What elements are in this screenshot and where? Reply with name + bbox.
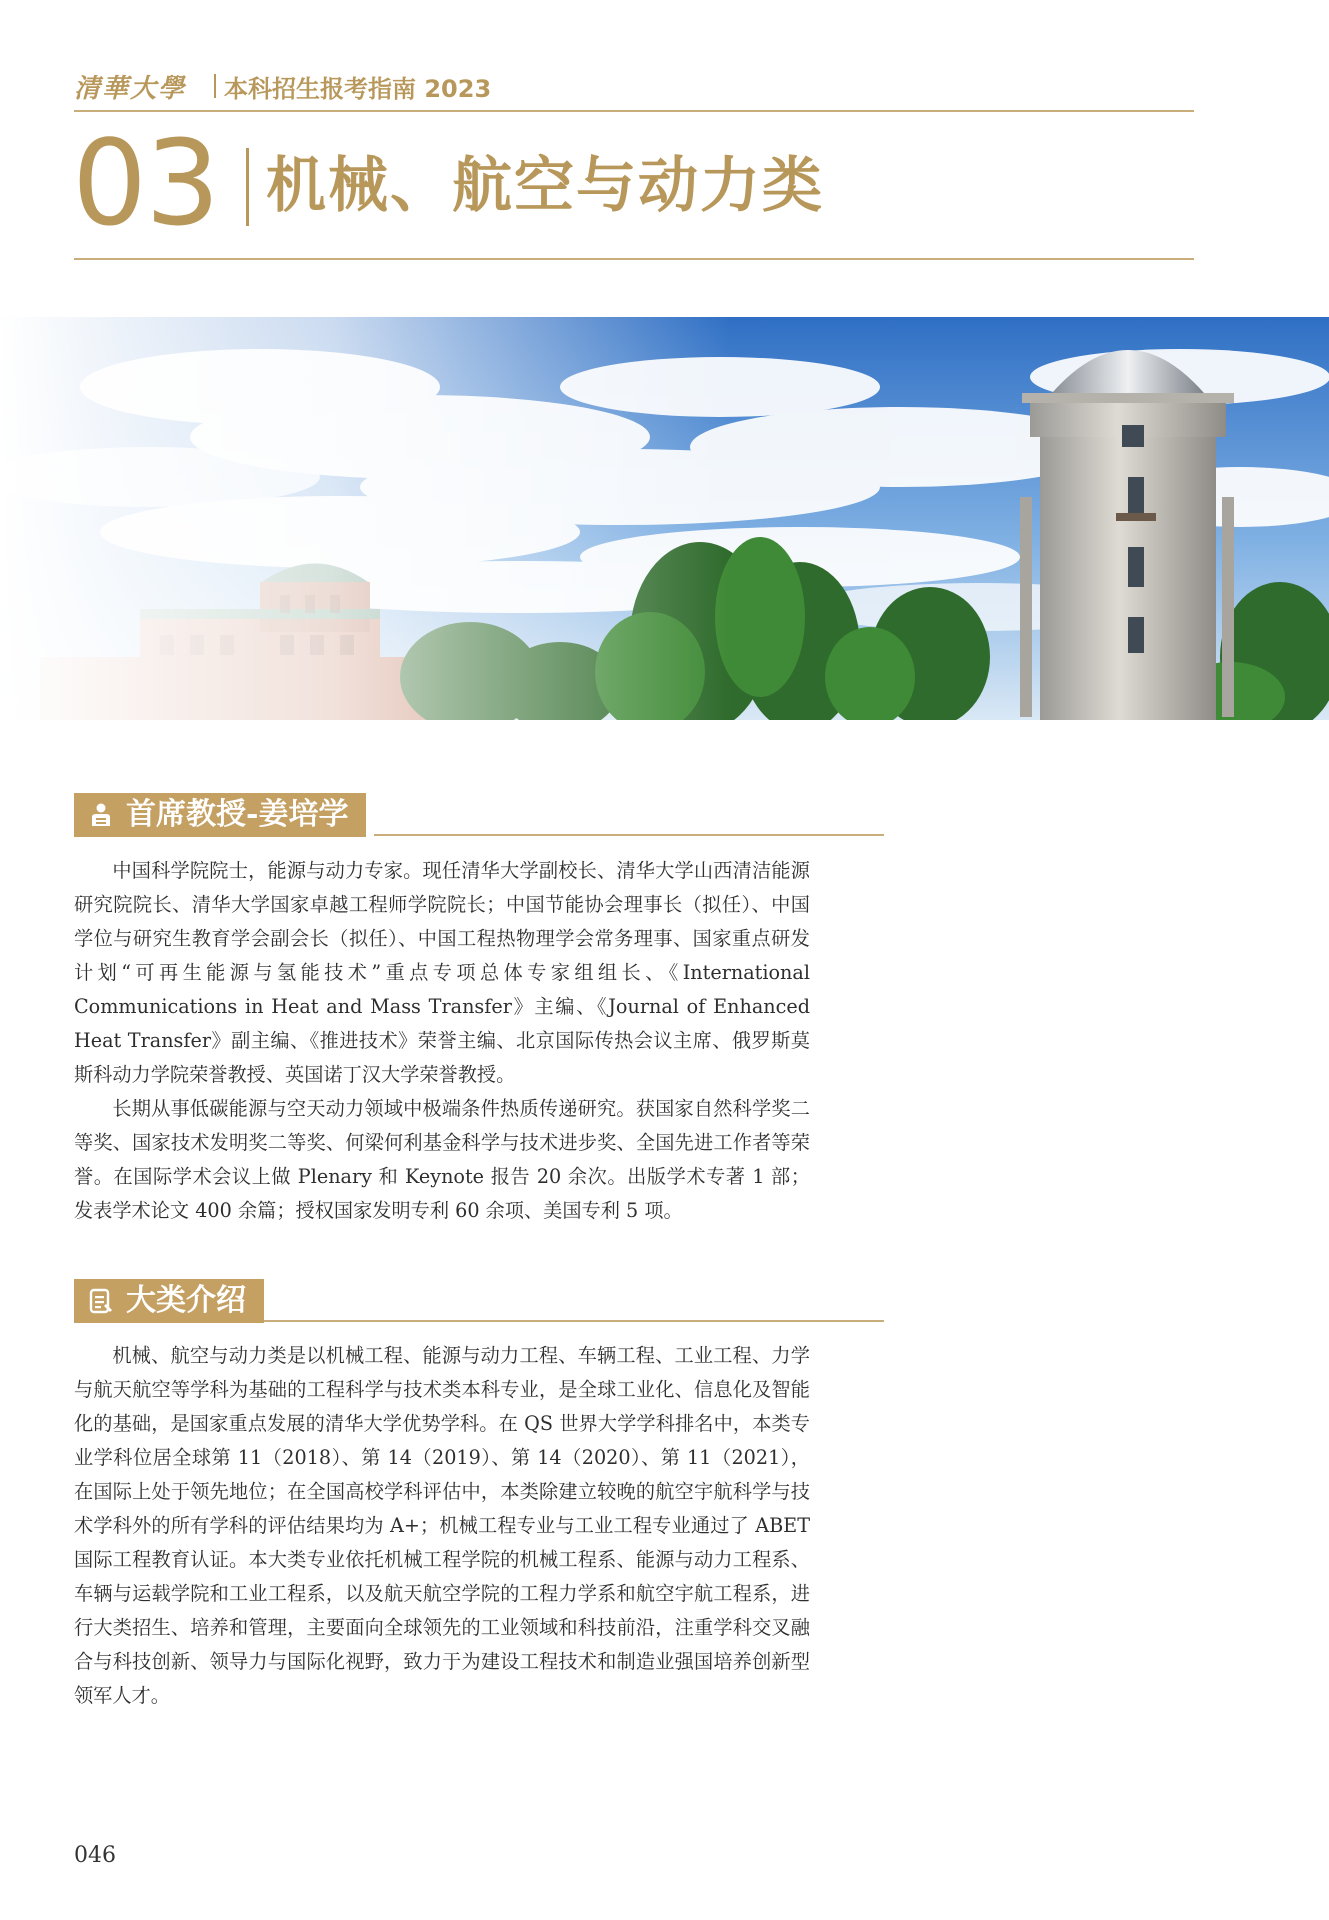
university-logo: 清華大學 <box>74 74 187 104</box>
header-separator <box>214 74 216 98</box>
section-title: 大类介绍 <box>126 1283 246 1318</box>
professor-research-paragraph: 长期从事低碳能源与空天动力领域中极端条件热质传递研究。获国家自然科学奖二等奖、国家技术发明奖二等奖、何梁何利基金科学与技术进步奖、全国先进工作者等荣誉。在国际学术会议上做 Plenary 和 Keynote 报告 20 余次。出版学术专著 1 部；发表学术论文 400 余篇；授权国家发明专利 60 余项、美国专利 5 项。 <box>74 1097 810 1222</box>
top-rule <box>74 110 1194 112</box>
section-tag <box>74 793 366 837</box>
chapter-number: 03 <box>72 114 219 252</box>
professor-icon <box>88 802 114 828</box>
chapter-rule <box>74 258 1194 260</box>
guide-title: 本科招生报考指南 2023 <box>224 75 492 103</box>
section-rule <box>264 1320 884 1322</box>
professor-bio-paragraph: 中国科学院院士，能源与动力专家。现任清华大学副校长、清华大学山西清洁能源研究院院长、清华大学国家卓越工程师学院院长；中国节能协会理事长（拟任）、中国学位与研究生教育学会副会长（拟任）、中国工程热物理学会常务理事、国家重点研发计划“可再生能源与氢能技术”重点专项总体专家组组长、《International Communications in Heat and Mass Transfer》主编、《Journal of Enhanced Heat Transfer》副主编、《推进技术》荣誉主编、北京国际传热会议主席、俄罗斯莫斯科动力学院荣誉教授、英国诺丁汉大学荣誉教授。 <box>74 859 810 1086</box>
section-title: 首席教授-姜培学 <box>126 797 349 832</box>
document-icon <box>88 1288 114 1314</box>
chapter-divider <box>246 148 249 226</box>
section-tag <box>74 1279 264 1323</box>
page-number: 046 <box>74 1843 116 1868</box>
chapter-title: 机械、航空与动力类 <box>266 151 824 221</box>
section-rule <box>374 834 884 836</box>
running-header <box>74 64 1194 114</box>
category-intro-paragraph: 机械、航空与动力类是以机械工程、能源与动力工程、车辆工程、工业工程、力学与航天航空等学科为基础的工程科学与技术类本科专业，是全球工业化、信息化及智能化的基础，是国家重点发展的清华大学优势学科。在 QS 世界大学学科排名中，本类专业学科位居全球第 11（2018）、第 14（2019）、第 14（2020）、第 11（2021），在国际上处于领先地位；在全国高校学科评估中，本类除建立较晚的航空宇航科学与技术学科外的所有学科的评估结果均为 A+；机械工程专业与工业工程专业通过了 ABET 国际工程教育认证。本大类专业依托机械工程学院的机械工程系、能源与动力工程系、车辆与运载学院和工业工程系，以及航天航空学院的工程力学系和航空宇航工程系，进行大类招生、培养和管理，主要面向全球领先的工业领域和科技前沿，注重学科交叉融合与科技创新、领导力与国际化视野，致力于为建设工程技术和制造业强国培养创新型领军人才。 <box>74 1344 810 1707</box>
campus-photo <box>0 317 1329 720</box>
